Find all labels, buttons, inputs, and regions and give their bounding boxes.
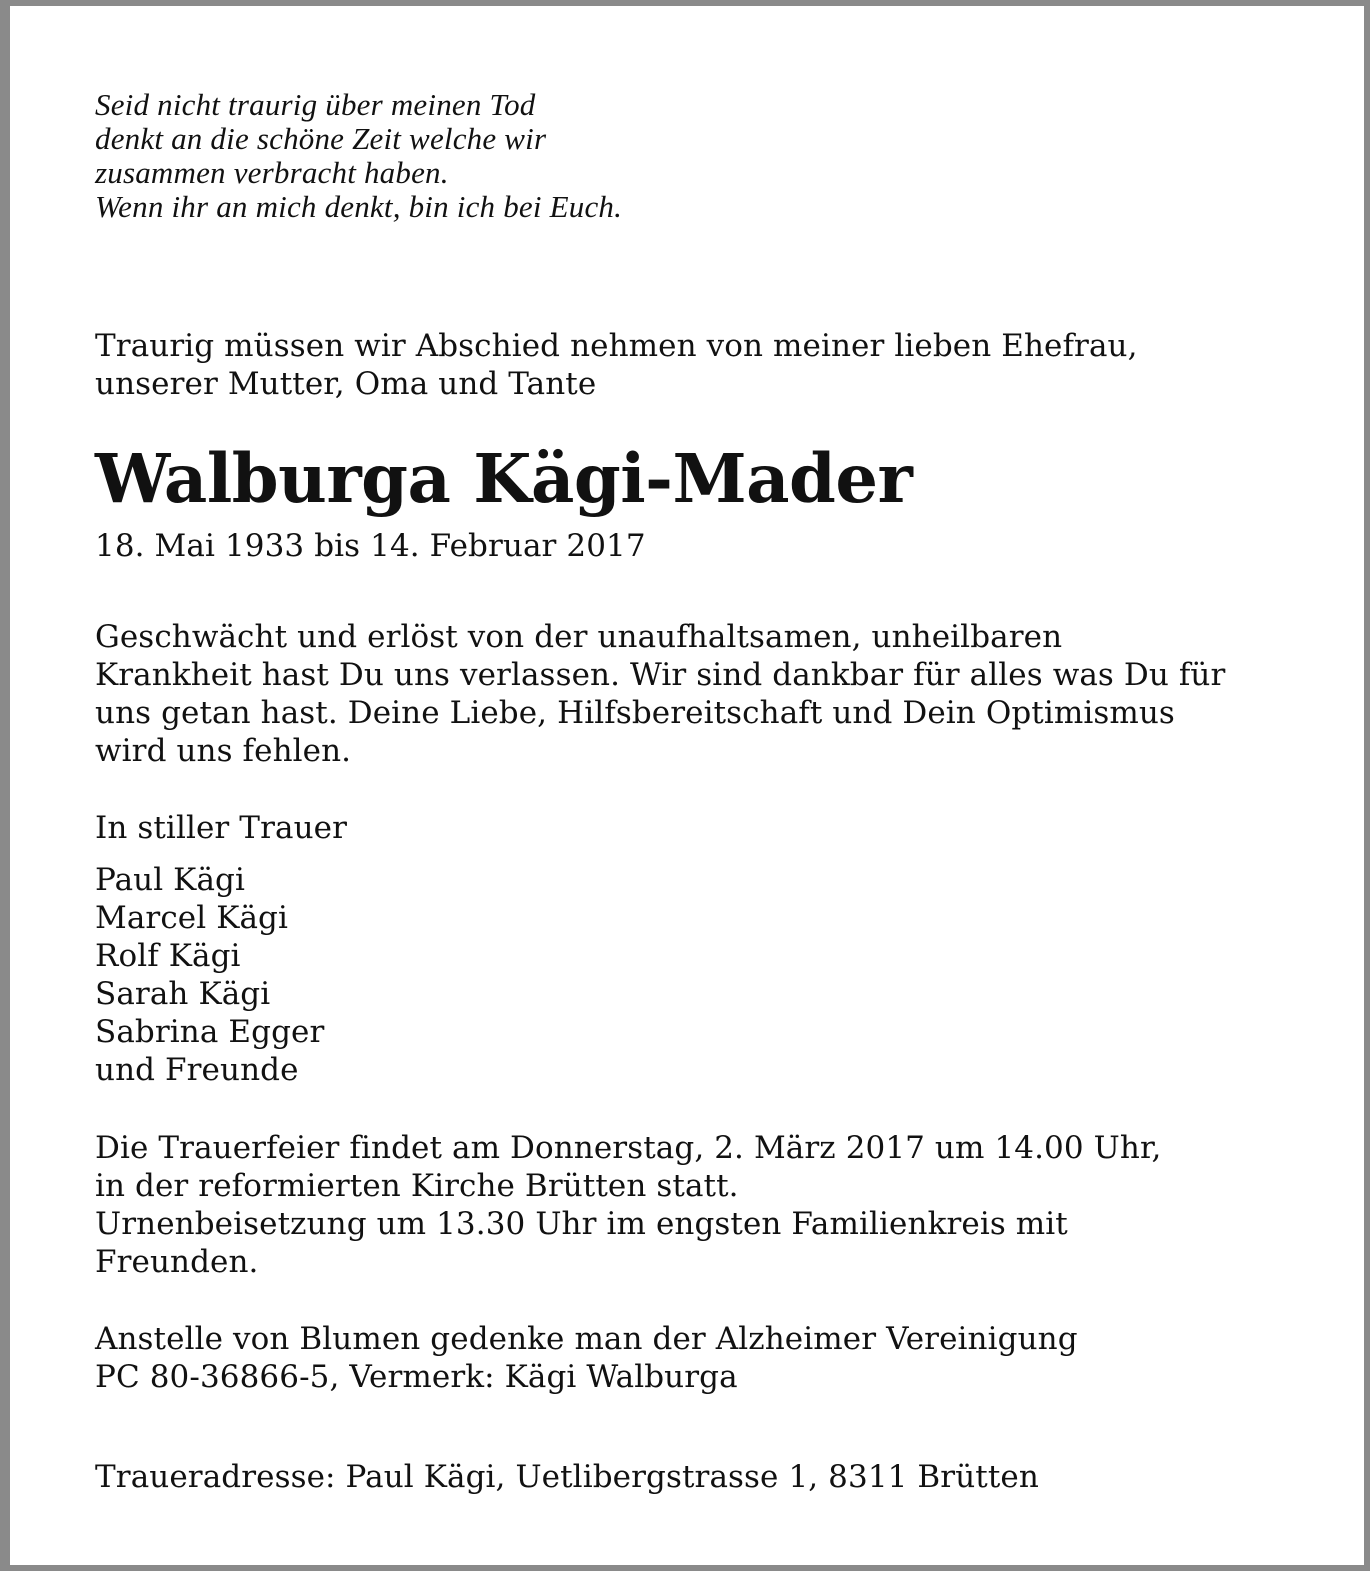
intro-text: [95, 327, 1325, 403]
ceremony-line: Die Trauerfeier findet am Donnerstag, 2. März 2017 um 14.00 Uhr,: [95, 1130, 1162, 1166]
message-line: uns getan hast. Deine Liebe, Hilfsbereitschaft und Dein Optimismus: [95, 695, 1175, 731]
mourner-name: Rolf Kägi: [95, 938, 241, 974]
ceremony-line: Urnenbeisetzung um 13.30 Uhr im engsten Familienkreis mit: [95, 1206, 1068, 1242]
donation-info: [95, 1320, 1325, 1396]
mourning-heading-text: In stiller Trauer: [95, 810, 348, 846]
message-line: Krankheit hast Du uns verlassen. Wir sind dankbar für alles was Du für: [95, 657, 1226, 693]
mourner-name: Paul Kägi: [95, 862, 245, 898]
motto-line: Wenn ihr an mich denkt, bin ich bei Euch.: [95, 189, 623, 224]
ceremony-info: [95, 1129, 1325, 1281]
ceremony-line: in der reformierten Kirche Brütten statt.: [95, 1168, 739, 1204]
mourning-address-text: Traueradresse: Paul Kägi, Uetlibergstrasse 1, 8311 Brütten: [95, 1459, 1039, 1495]
intro-line: Traurig müssen wir Abschied nehmen von meiner lieben Ehefrau,: [95, 328, 1138, 364]
mourning-address: [95, 1458, 1325, 1496]
mourner-name: und Freunde: [95, 1052, 299, 1088]
message-line: wird uns fehlen.: [95, 733, 352, 769]
farewell-message: [95, 618, 1325, 770]
donation-line: PC 80-36866-5, Vermerk: Kägi Walburga: [95, 1359, 738, 1395]
life-dates-text: 18. Mai 1933 bis 14. Februar 2017: [95, 528, 646, 564]
mourner-name: Sarah Kägi: [95, 976, 271, 1012]
intro-line: unserer Mutter, Oma und Tante: [95, 366, 597, 402]
mourning-heading: [95, 809, 1325, 847]
donation-line: Anstelle von Blumen gedenke man der Alzheimer Vereinigung: [95, 1321, 1078, 1357]
ceremony-line: Freunden.: [95, 1244, 259, 1280]
motto-verse: [95, 88, 995, 224]
life-dates: [95, 527, 1325, 565]
motto-line: zusammen verbracht haben.: [95, 155, 449, 190]
mourners-list: [95, 861, 1325, 1089]
motto-line: denkt an die schöne Zeit welche wir: [95, 121, 547, 156]
deceased-name: Walburga Kägi-Mader: [95, 439, 913, 518]
message-line: Geschwächt und erlöst von der unaufhaltsamen, unheilbaren: [95, 619, 1063, 655]
mourner-name: Marcel Kägi: [95, 900, 289, 936]
mourner-name: Sabrina Egger: [95, 1014, 325, 1050]
motto-line: Seid nicht traurig über meinen Tod: [95, 87, 536, 122]
